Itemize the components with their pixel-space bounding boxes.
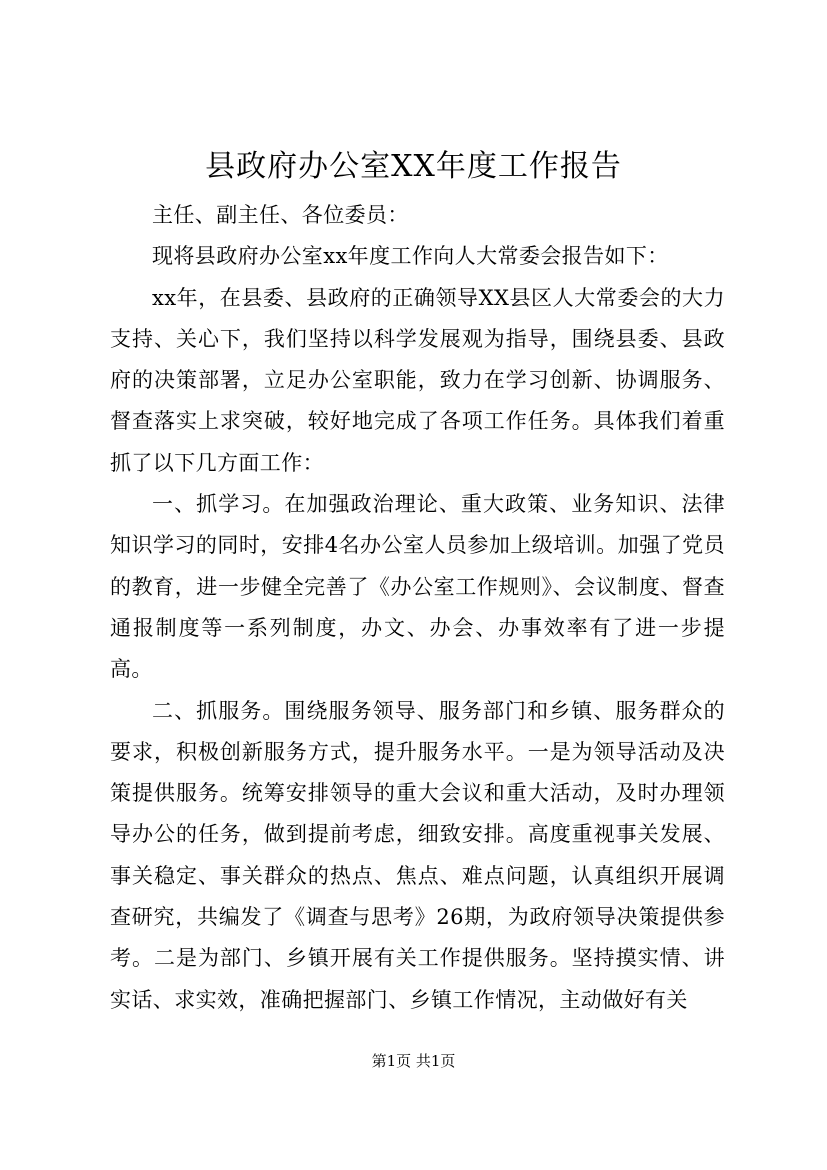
document-body bbox=[110, 195, 725, 1021]
intro-paragraph: 现将县政府办公室xx年度工作向人大常委会报告如下： bbox=[152, 244, 669, 269]
section-study-paragraph: 一、抓学习。在加强政治理论、重大政策、业务知识、法律知识学习的同时，安排4名办公室人员参加上级培训。加强了党员的教育，进一步健全完善了《办公室工作规则》、会议制度、督查通报制度等一系列制度，办文、办会、办事效率有了进一步提高。 bbox=[110, 492, 725, 682]
salutation-paragraph: 主任、副主任、各位委员： bbox=[152, 203, 409, 227]
document-title: 县政府办公室XX年度工作报告 bbox=[205, 149, 622, 184]
overview-paragraph: xx年，在县委、县政府的正确领导XX县区人大常委会的大力支持、关心下，我们坚持以科学发展观为指导，围绕县委、县政府的决策部署，立足办公室职能，致力在学习创新、协调服务、督查落实上求突破，较好地完成了各项工作任务。具体我们着重抓了以下几方面工作： bbox=[110, 285, 725, 475]
section-service-paragraph: 二、抓服务。围绕服务领导、服务部门和乡镇、服务群众的要求，积极创新服务方式，提升服务水平。一是为领导活动及决策提供服务。统筹安排领导的重大会议和重大活动，及时办理领导办公的任务，做到提前考虑，细致安排。高度重视事关发展、事关稳定、事关群众的热点、焦点、难点问题，认真组织开展调查研究，共编发了《调查与思考》26期，为政府领导决策提供参考。二是为部门、乡镇开展有关工作提供服务。坚持摸实情、讲实话、求实效，准确把握部门、乡镇工作情况，主动做好有关 bbox=[110, 698, 725, 1012]
page-footer: 第1页 共1页 bbox=[371, 1052, 456, 1070]
